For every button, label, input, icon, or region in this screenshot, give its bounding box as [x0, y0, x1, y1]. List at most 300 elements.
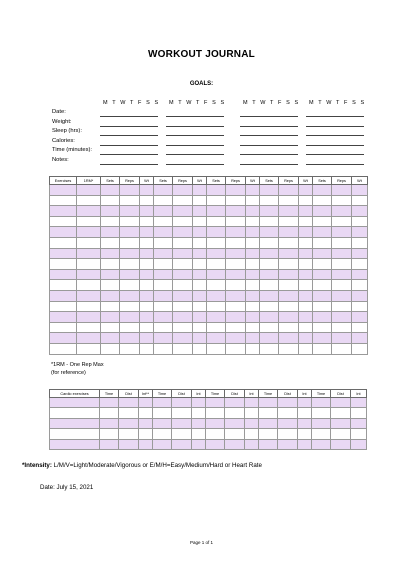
- strength-cell[interactable]: [226, 343, 246, 354]
- strength-cell[interactable]: [50, 259, 77, 270]
- cardio-cell[interactable]: [139, 408, 153, 418]
- strength-cell[interactable]: [279, 195, 299, 206]
- cardio-cell[interactable]: [172, 398, 192, 408]
- strength-cell[interactable]: [226, 227, 246, 238]
- cardio-cell[interactable]: [139, 418, 153, 428]
- goal-line[interactable]: [100, 154, 158, 155]
- strength-cell[interactable]: [332, 185, 352, 196]
- strength-cell[interactable]: [260, 290, 279, 301]
- strength-cell[interactable]: [299, 248, 313, 259]
- strength-cell[interactable]: [50, 280, 77, 291]
- strength-cell[interactable]: [313, 343, 332, 354]
- strength-cell[interactable]: [140, 216, 154, 227]
- cardio-cell[interactable]: [206, 398, 225, 408]
- goal-line[interactable]: [240, 164, 298, 165]
- strength-cell[interactable]: [352, 290, 368, 301]
- strength-cell[interactable]: [120, 206, 140, 217]
- strength-cell[interactable]: [120, 248, 140, 259]
- strength-cell[interactable]: [279, 206, 299, 217]
- strength-cell[interactable]: [352, 195, 368, 206]
- cardio-cell[interactable]: [172, 439, 192, 449]
- strength-cell[interactable]: [140, 343, 154, 354]
- strength-cell[interactable]: [50, 301, 77, 312]
- cardio-cell[interactable]: [245, 429, 259, 439]
- strength-cell[interactable]: [50, 290, 77, 301]
- strength-cell[interactable]: [101, 216, 120, 227]
- strength-cell[interactable]: [246, 259, 260, 270]
- strength-cell[interactable]: [154, 280, 173, 291]
- cardio-cell[interactable]: [351, 398, 367, 408]
- cardio-cell[interactable]: [139, 439, 153, 449]
- goal-line[interactable]: [306, 145, 364, 146]
- strength-cell[interactable]: [207, 206, 226, 217]
- strength-cell[interactable]: [260, 322, 279, 333]
- strength-cell[interactable]: [299, 216, 313, 227]
- cardio-cell[interactable]: [100, 429, 119, 439]
- strength-cell[interactable]: [101, 290, 120, 301]
- cardio-cell[interactable]: [153, 439, 172, 449]
- strength-cell[interactable]: [260, 206, 279, 217]
- strength-cell[interactable]: [313, 259, 332, 270]
- strength-cell[interactable]: [299, 237, 313, 248]
- cardio-cell[interactable]: [351, 418, 367, 428]
- strength-cell[interactable]: [140, 185, 154, 196]
- strength-cell[interactable]: [173, 269, 193, 280]
- strength-cell[interactable]: [77, 206, 101, 217]
- strength-cell[interactable]: [120, 343, 140, 354]
- cardio-cell[interactable]: [119, 439, 139, 449]
- strength-cell[interactable]: [77, 301, 101, 312]
- strength-cell[interactable]: [101, 185, 120, 196]
- cardio-cell[interactable]: [312, 439, 331, 449]
- strength-cell[interactable]: [50, 322, 77, 333]
- goal-line[interactable]: [306, 126, 364, 127]
- cardio-cell[interactable]: [139, 429, 153, 439]
- strength-cell[interactable]: [226, 216, 246, 227]
- cardio-cell[interactable]: [50, 398, 100, 408]
- strength-cell[interactable]: [299, 269, 313, 280]
- goal-line[interactable]: [240, 145, 298, 146]
- strength-cell[interactable]: [77, 216, 101, 227]
- strength-cell[interactable]: [313, 185, 332, 196]
- cardio-cell[interactable]: [259, 408, 278, 418]
- strength-cell[interactable]: [246, 185, 260, 196]
- goal-line[interactable]: [100, 116, 158, 117]
- cardio-cell[interactable]: [331, 429, 351, 439]
- cardio-cell[interactable]: [351, 429, 367, 439]
- strength-cell[interactable]: [226, 333, 246, 344]
- strength-cell[interactable]: [193, 301, 207, 312]
- strength-cell[interactable]: [140, 280, 154, 291]
- cardio-cell[interactable]: [119, 398, 139, 408]
- strength-cell[interactable]: [120, 290, 140, 301]
- strength-cell[interactable]: [77, 259, 101, 270]
- strength-cell[interactable]: [154, 248, 173, 259]
- cardio-cell[interactable]: [331, 408, 351, 418]
- goal-line[interactable]: [306, 135, 364, 136]
- goal-line[interactable]: [166, 126, 224, 127]
- cardio-cell[interactable]: [312, 408, 331, 418]
- strength-cell[interactable]: [226, 301, 246, 312]
- strength-cell[interactable]: [173, 259, 193, 270]
- strength-cell[interactable]: [313, 227, 332, 238]
- strength-cell[interactable]: [313, 333, 332, 344]
- strength-cell[interactable]: [193, 280, 207, 291]
- strength-cell[interactable]: [279, 280, 299, 291]
- strength-cell[interactable]: [140, 248, 154, 259]
- strength-cell[interactable]: [173, 312, 193, 323]
- strength-cell[interactable]: [352, 216, 368, 227]
- cardio-cell[interactable]: [259, 429, 278, 439]
- cardio-cell[interactable]: [278, 429, 298, 439]
- strength-cell[interactable]: [154, 312, 173, 323]
- strength-cell[interactable]: [154, 333, 173, 344]
- strength-cell[interactable]: [193, 269, 207, 280]
- strength-cell[interactable]: [332, 269, 352, 280]
- strength-cell[interactable]: [207, 301, 226, 312]
- cardio-cell[interactable]: [278, 408, 298, 418]
- cardio-cell[interactable]: [206, 429, 225, 439]
- strength-cell[interactable]: [299, 259, 313, 270]
- strength-cell[interactable]: [50, 227, 77, 238]
- strength-cell[interactable]: [120, 269, 140, 280]
- strength-cell[interactable]: [120, 227, 140, 238]
- strength-cell[interactable]: [226, 248, 246, 259]
- strength-cell[interactable]: [352, 248, 368, 259]
- goal-line[interactable]: [166, 135, 224, 136]
- strength-cell[interactable]: [299, 301, 313, 312]
- goal-line[interactable]: [240, 126, 298, 127]
- strength-cell[interactable]: [260, 280, 279, 291]
- cardio-cell[interactable]: [298, 408, 312, 418]
- cardio-cell[interactable]: [298, 418, 312, 428]
- cardio-cell[interactable]: [172, 429, 192, 439]
- strength-cell[interactable]: [140, 301, 154, 312]
- strength-cell[interactable]: [193, 227, 207, 238]
- goal-line[interactable]: [240, 135, 298, 136]
- cardio-cell[interactable]: [192, 398, 206, 408]
- strength-cell[interactable]: [313, 322, 332, 333]
- strength-cell[interactable]: [299, 290, 313, 301]
- strength-cell[interactable]: [246, 237, 260, 248]
- cardio-cell[interactable]: [225, 429, 245, 439]
- strength-cell[interactable]: [279, 216, 299, 227]
- strength-cell[interactable]: [207, 216, 226, 227]
- strength-cell[interactable]: [193, 290, 207, 301]
- strength-cell[interactable]: [50, 269, 77, 280]
- strength-cell[interactable]: [226, 195, 246, 206]
- cardio-cell[interactable]: [331, 398, 351, 408]
- strength-cell[interactable]: [226, 312, 246, 323]
- strength-cell[interactable]: [207, 227, 226, 238]
- strength-cell[interactable]: [352, 206, 368, 217]
- strength-cell[interactable]: [50, 333, 77, 344]
- strength-cell[interactable]: [332, 290, 352, 301]
- strength-cell[interactable]: [260, 312, 279, 323]
- strength-cell[interactable]: [120, 301, 140, 312]
- cardio-cell[interactable]: [278, 398, 298, 408]
- strength-cell[interactable]: [101, 248, 120, 259]
- goal-line[interactable]: [166, 164, 224, 165]
- cardio-cell[interactable]: [192, 439, 206, 449]
- strength-cell[interactable]: [193, 185, 207, 196]
- strength-cell[interactable]: [226, 206, 246, 217]
- strength-cell[interactable]: [246, 248, 260, 259]
- strength-cell[interactable]: [77, 333, 101, 344]
- strength-cell[interactable]: [77, 185, 101, 196]
- cardio-cell[interactable]: [153, 429, 172, 439]
- strength-cell[interactable]: [101, 269, 120, 280]
- cardio-cell[interactable]: [153, 398, 172, 408]
- strength-cell[interactable]: [140, 333, 154, 344]
- strength-cell[interactable]: [120, 185, 140, 196]
- cardio-cell[interactable]: [312, 429, 331, 439]
- strength-cell[interactable]: [77, 312, 101, 323]
- strength-cell[interactable]: [154, 227, 173, 238]
- strength-cell[interactable]: [332, 248, 352, 259]
- strength-cell[interactable]: [154, 216, 173, 227]
- strength-cell[interactable]: [207, 259, 226, 270]
- strength-cell[interactable]: [154, 322, 173, 333]
- cardio-cell[interactable]: [206, 418, 225, 428]
- strength-cell[interactable]: [207, 333, 226, 344]
- cardio-cell[interactable]: [172, 408, 192, 418]
- strength-cell[interactable]: [193, 322, 207, 333]
- strength-cell[interactable]: [279, 227, 299, 238]
- strength-cell[interactable]: [154, 237, 173, 248]
- strength-cell[interactable]: [352, 259, 368, 270]
- strength-cell[interactable]: [313, 216, 332, 227]
- strength-cell[interactable]: [313, 290, 332, 301]
- strength-cell[interactable]: [154, 195, 173, 206]
- strength-cell[interactable]: [77, 237, 101, 248]
- strength-cell[interactable]: [313, 312, 332, 323]
- strength-cell[interactable]: [101, 237, 120, 248]
- strength-cell[interactable]: [279, 312, 299, 323]
- cardio-cell[interactable]: [298, 429, 312, 439]
- strength-cell[interactable]: [279, 333, 299, 344]
- strength-cell[interactable]: [246, 312, 260, 323]
- strength-cell[interactable]: [246, 343, 260, 354]
- cardio-cell[interactable]: [225, 439, 245, 449]
- strength-cell[interactable]: [246, 206, 260, 217]
- cardio-cell[interactable]: [225, 408, 245, 418]
- strength-cell[interactable]: [207, 290, 226, 301]
- strength-cell[interactable]: [173, 206, 193, 217]
- strength-cell[interactable]: [101, 206, 120, 217]
- cardio-cell[interactable]: [192, 418, 206, 428]
- strength-cell[interactable]: [352, 301, 368, 312]
- strength-cell[interactable]: [352, 322, 368, 333]
- strength-cell[interactable]: [226, 280, 246, 291]
- strength-cell[interactable]: [154, 259, 173, 270]
- strength-cell[interactable]: [140, 195, 154, 206]
- strength-cell[interactable]: [352, 227, 368, 238]
- goal-line[interactable]: [306, 154, 364, 155]
- strength-cell[interactable]: [101, 343, 120, 354]
- strength-cell[interactable]: [260, 195, 279, 206]
- strength-cell[interactable]: [246, 280, 260, 291]
- cardio-cell[interactable]: [351, 439, 367, 449]
- strength-cell[interactable]: [173, 195, 193, 206]
- strength-cell[interactable]: [154, 185, 173, 196]
- strength-cell[interactable]: [279, 322, 299, 333]
- strength-cell[interactable]: [173, 290, 193, 301]
- strength-cell[interactable]: [101, 195, 120, 206]
- strength-cell[interactable]: [279, 237, 299, 248]
- goal-line[interactable]: [100, 135, 158, 136]
- cardio-cell[interactable]: [278, 418, 298, 428]
- cardio-cell[interactable]: [50, 408, 100, 418]
- strength-cell[interactable]: [77, 290, 101, 301]
- cardio-cell[interactable]: [351, 408, 367, 418]
- cardio-cell[interactable]: [206, 408, 225, 418]
- cardio-cell[interactable]: [259, 418, 278, 428]
- strength-cell[interactable]: [260, 259, 279, 270]
- strength-cell[interactable]: [207, 280, 226, 291]
- strength-cell[interactable]: [279, 269, 299, 280]
- strength-cell[interactable]: [173, 322, 193, 333]
- strength-cell[interactable]: [173, 333, 193, 344]
- cardio-cell[interactable]: [312, 398, 331, 408]
- strength-cell[interactable]: [173, 185, 193, 196]
- cardio-cell[interactable]: [100, 408, 119, 418]
- strength-cell[interactable]: [299, 343, 313, 354]
- strength-cell[interactable]: [154, 269, 173, 280]
- strength-cell[interactable]: [279, 259, 299, 270]
- strength-cell[interactable]: [101, 280, 120, 291]
- cardio-cell[interactable]: [298, 439, 312, 449]
- strength-cell[interactable]: [101, 259, 120, 270]
- strength-cell[interactable]: [332, 237, 352, 248]
- strength-cell[interactable]: [246, 227, 260, 238]
- strength-cell[interactable]: [50, 312, 77, 323]
- strength-cell[interactable]: [246, 290, 260, 301]
- cardio-cell[interactable]: [206, 439, 225, 449]
- goal-line[interactable]: [240, 154, 298, 155]
- strength-cell[interactable]: [193, 216, 207, 227]
- strength-cell[interactable]: [352, 269, 368, 280]
- goal-line[interactable]: [100, 145, 158, 146]
- strength-cell[interactable]: [352, 185, 368, 196]
- strength-cell[interactable]: [207, 237, 226, 248]
- strength-cell[interactable]: [299, 206, 313, 217]
- strength-cell[interactable]: [332, 333, 352, 344]
- strength-cell[interactable]: [299, 280, 313, 291]
- strength-cell[interactable]: [226, 322, 246, 333]
- strength-cell[interactable]: [173, 216, 193, 227]
- cardio-cell[interactable]: [153, 408, 172, 418]
- strength-cell[interactable]: [332, 216, 352, 227]
- strength-cell[interactable]: [101, 301, 120, 312]
- cardio-cell[interactable]: [331, 418, 351, 428]
- goal-line[interactable]: [100, 126, 158, 127]
- strength-cell[interactable]: [50, 195, 77, 206]
- strength-cell[interactable]: [299, 185, 313, 196]
- strength-cell[interactable]: [173, 248, 193, 259]
- strength-cell[interactable]: [77, 227, 101, 238]
- cardio-cell[interactable]: [139, 398, 153, 408]
- goal-line[interactable]: [166, 145, 224, 146]
- strength-cell[interactable]: [332, 301, 352, 312]
- strength-cell[interactable]: [50, 343, 77, 354]
- strength-cell[interactable]: [279, 248, 299, 259]
- strength-cell[interactable]: [313, 206, 332, 217]
- strength-cell[interactable]: [260, 237, 279, 248]
- strength-cell[interactable]: [332, 312, 352, 323]
- strength-cell[interactable]: [173, 237, 193, 248]
- strength-cell[interactable]: [140, 322, 154, 333]
- cardio-cell[interactable]: [331, 439, 351, 449]
- cardio-cell[interactable]: [100, 398, 119, 408]
- strength-cell[interactable]: [260, 343, 279, 354]
- strength-cell[interactable]: [313, 280, 332, 291]
- strength-cell[interactable]: [140, 312, 154, 323]
- strength-cell[interactable]: [207, 185, 226, 196]
- cardio-cell[interactable]: [100, 418, 119, 428]
- strength-cell[interactable]: [246, 216, 260, 227]
- strength-cell[interactable]: [332, 227, 352, 238]
- strength-cell[interactable]: [299, 322, 313, 333]
- strength-cell[interactable]: [246, 195, 260, 206]
- strength-cell[interactable]: [77, 343, 101, 354]
- strength-cell[interactable]: [226, 269, 246, 280]
- strength-cell[interactable]: [260, 301, 279, 312]
- cardio-cell[interactable]: [50, 429, 100, 439]
- strength-cell[interactable]: [140, 227, 154, 238]
- strength-cell[interactable]: [193, 195, 207, 206]
- strength-cell[interactable]: [173, 280, 193, 291]
- strength-cell[interactable]: [193, 333, 207, 344]
- strength-cell[interactable]: [77, 269, 101, 280]
- cardio-cell[interactable]: [245, 439, 259, 449]
- strength-cell[interactable]: [120, 259, 140, 270]
- strength-cell[interactable]: [279, 343, 299, 354]
- strength-cell[interactable]: [101, 312, 120, 323]
- strength-cell[interactable]: [154, 206, 173, 217]
- strength-cell[interactable]: [207, 269, 226, 280]
- strength-cell[interactable]: [50, 216, 77, 227]
- strength-cell[interactable]: [77, 280, 101, 291]
- strength-cell[interactable]: [50, 206, 77, 217]
- cardio-cell[interactable]: [192, 408, 206, 418]
- strength-cell[interactable]: [193, 343, 207, 354]
- strength-cell[interactable]: [299, 195, 313, 206]
- strength-cell[interactable]: [332, 195, 352, 206]
- cardio-cell[interactable]: [100, 439, 119, 449]
- goal-line[interactable]: [240, 116, 298, 117]
- strength-cell[interactable]: [279, 290, 299, 301]
- strength-cell[interactable]: [120, 280, 140, 291]
- strength-cell[interactable]: [193, 237, 207, 248]
- strength-cell[interactable]: [226, 259, 246, 270]
- strength-cell[interactable]: [140, 290, 154, 301]
- strength-cell[interactable]: [246, 333, 260, 344]
- strength-cell[interactable]: [313, 248, 332, 259]
- strength-cell[interactable]: [260, 185, 279, 196]
- strength-cell[interactable]: [207, 322, 226, 333]
- strength-cell[interactable]: [332, 206, 352, 217]
- cardio-cell[interactable]: [245, 398, 259, 408]
- strength-cell[interactable]: [120, 195, 140, 206]
- strength-cell[interactable]: [101, 322, 120, 333]
- cardio-cell[interactable]: [225, 418, 245, 428]
- strength-cell[interactable]: [77, 322, 101, 333]
- strength-cell[interactable]: [50, 237, 77, 248]
- strength-cell[interactable]: [77, 195, 101, 206]
- strength-cell[interactable]: [193, 259, 207, 270]
- strength-cell[interactable]: [279, 185, 299, 196]
